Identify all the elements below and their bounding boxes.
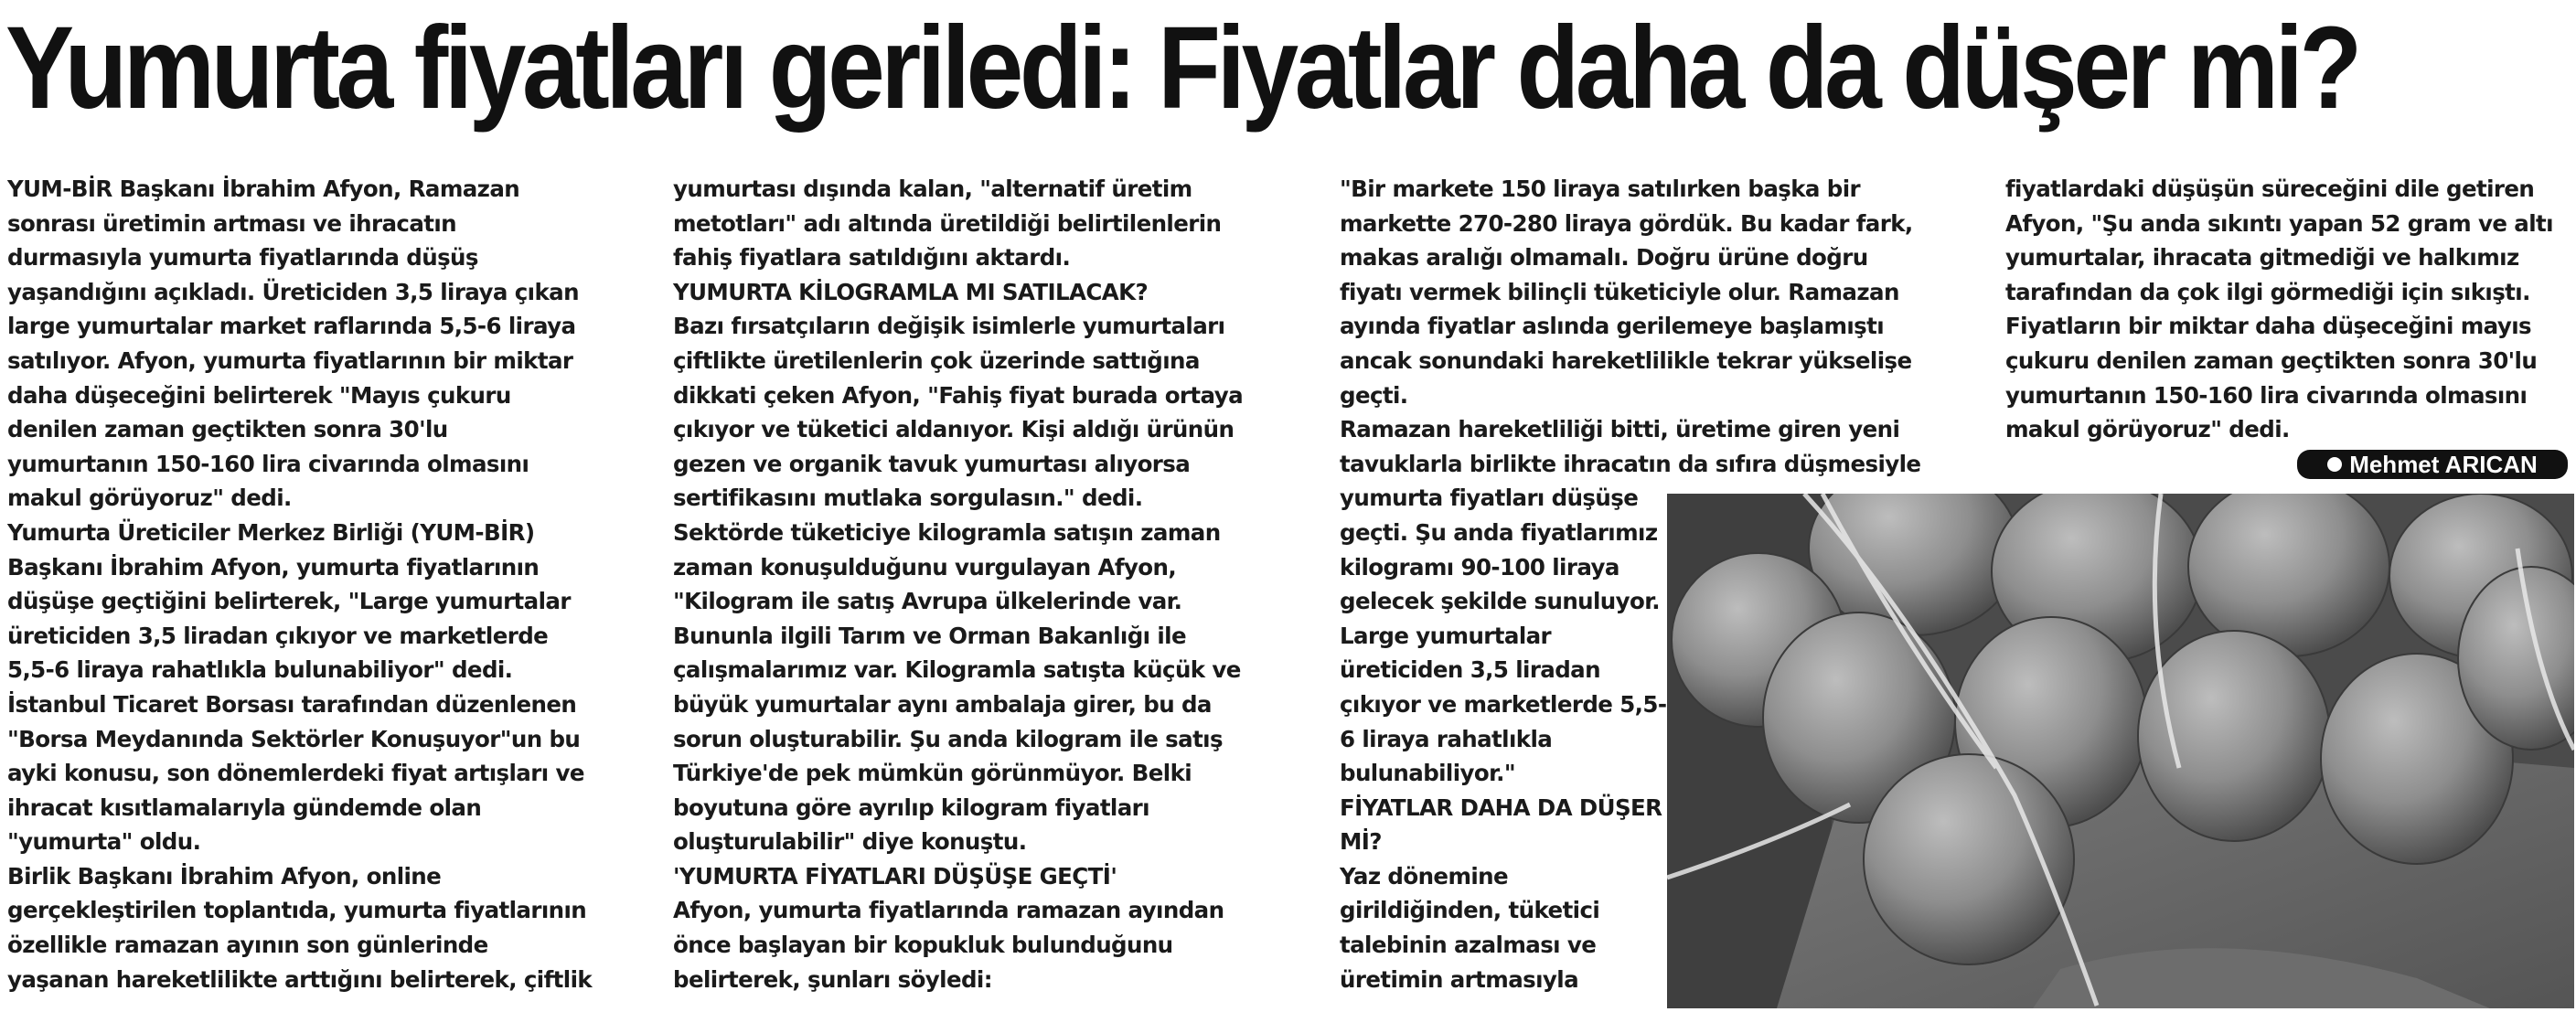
subheading: YUMURTA KİLOGRAMLA MI SATILACAK? <box>673 278 1149 305</box>
subheading: FİYATLAR DAHA DA DÜŞER Mİ? <box>1340 794 1662 856</box>
column-2 <box>673 172 1258 996</box>
eggs-illustration <box>1667 494 2574 1008</box>
byline-author: Mehmet ARICAN <box>2349 451 2538 478</box>
paragraph: Afyon, yumurta fiyatlarında ramazan ayından önce başlayan bir kopukluk bulunduğunu belirterek, şunları söyledi: <box>673 897 1224 993</box>
column-3-narrow <box>1340 481 1669 996</box>
paragraph: yumurtası dışında kalan, "alternatif üretim metotları" adı altında üretildiği belirtilenlerin fahiş fiyatlara satıldığını aktardı. <box>673 176 1222 272</box>
paragraph: Bazı fırsatçıların değişik isimlerle yumurtaları çiftlikte üretilenlerin çok üzerinde sattığına dikkati çeken Afyon, "Fahiş fiyat burada ortaya çıkıyor ve tüketici aldanıyor. Kişi aldığı ürünün gezen ve organik tavuk yumurtası alıyorsa sertifikasını mutlaka sorgulasın." dedi. <box>673 313 1244 512</box>
column-4 <box>2005 172 2572 447</box>
paragraph: Birlik Başkanı İbrahim Afyon, online gerçekleştirilen toplantıda, yumurta fiyatlarının özellikle ramazan ayının son günlerinde yaşanan hareketlilikte arttığını belirterek, çiftlik <box>7 862 593 993</box>
paragraph: Yaz dönemine girildiğinden, tüketici talebinin azalması ve üretimin artmasıyla <box>1340 862 1600 993</box>
column-1 <box>7 172 593 996</box>
paragraph: fiyatlardaki düşüşün süreceğini dile getiren Afyon, "Şu anda sıkıntı yapan 52 gram ve altı yumurtalar, ihracata gitmediği ve halkımız tarafından da çok ilgi görmediği için sıkıştı. Fiyatların bir miktar daha düşeceğini mayıs çukuru denilen zaman geçtikten sonra 30'lu yumurtanın 150-160 lira civarında olmasını makul görüyoruz" dedi. <box>2005 176 2553 443</box>
paragraph: yumurta fiyatları düşüşe geçti. Şu anda fiyatlarımız kilogramı 90-100 liraya gelecek şekilde sunuluyor. Large yumurtalar üreticiden 3,5 liradan çıkıyor ve marketlerde 5,5-6 liraya rahatlıkla bulunabiliyor." <box>1340 485 1667 787</box>
byline-badge <box>2297 450 2568 479</box>
paragraph: "Bir markete 150 liraya satılırken başka bir markette 270-280 liraya gördük. Bu kadar fark, makas aralığı olmamalı. Doğru ürüne doğru fiyatı vermek bilinçli tüketiciyle olur. Ramazan ayında fiyatlar aslında gerilemeye başlamıştı ancak sonundaki hareketlilikle tekrar yükselişe geçti. <box>1340 176 1913 409</box>
subheading: 'YUMURTA FİYATLARI DÜŞÜŞE GEÇTİ' <box>673 862 1117 889</box>
paragraph: Sektörde tüketiciye kilogramla satışın zaman zaman konuşulduğunu vurgulayan Afyon, "Kilogram ile satış Avrupa ülkelerinde var. Bununla ilgili Tarım ve Orman Bakanlığı ile çalışmalarımız var. Kilogramla satışta küçük ve büyük yumurtalar aynı ambalaja girer, bu da sorun oluşturabilir. Şu anda kilogram ile satış Türkiye'de pek mümkün görünmüyor. Belki boyutuna göre ayrılıp kilogram fiyatları oluşturulabilir" diye konuştu. <box>673 518 1241 856</box>
headline: Yumurta fiyatları geriledi: Fiyatlar daha da düşer mi? <box>5 3 2358 133</box>
paragraph: Ramazan hareketliliği bitti, üretime giren yeni tavuklarla birlikte ihracatın da sıfıra düşmesiyle <box>1340 416 1921 477</box>
eggs-photo-icon <box>1667 494 2574 1008</box>
paragraph: İstanbul Ticaret Borsası tarafından düzenlenen "Borsa Meydanında Sektörler Konuşuyor"un bu ayki konusu, son dönemlerdeki fiyat artışları ve ihracat kısıtlamalarıyla gündemde olan "yumurta" oldu. <box>7 690 584 856</box>
bullet-icon <box>2327 457 2342 472</box>
paragraph: Yumurta Üreticiler Merkez Birliği (YUM-BİR) Başkanı İbrahim Afyon, yumurta fiyatlarının düşüşe geçtiğini belirterek, "Large yumurtalar üreticiden 3,5 liradan çıkıyor ve marketlerde 5,5-6 liraya rahatlıkla bulunabiliyor" dedi. <box>7 518 571 684</box>
paragraph: YUM-BİR Başkanı İbrahim Afyon, Ramazan sonrası üretimin artması ve ihracatın durmasıyla yumurta fiyatlarında düşüş yaşandığını açıkladı. Üreticiden 3,5 liraya çıkan large yumurtalar market raflarında 5,5-6 liraya satılıyor. Afyon, yumurta fiyatlarının bir miktar daha düşeceğini belirterek "Mayıs çukuru denilen zaman geçtikten sonra 30'lu yumurtanın 150-160 lira civarında olmasını makul görüyoruz" dedi. <box>7 176 579 512</box>
